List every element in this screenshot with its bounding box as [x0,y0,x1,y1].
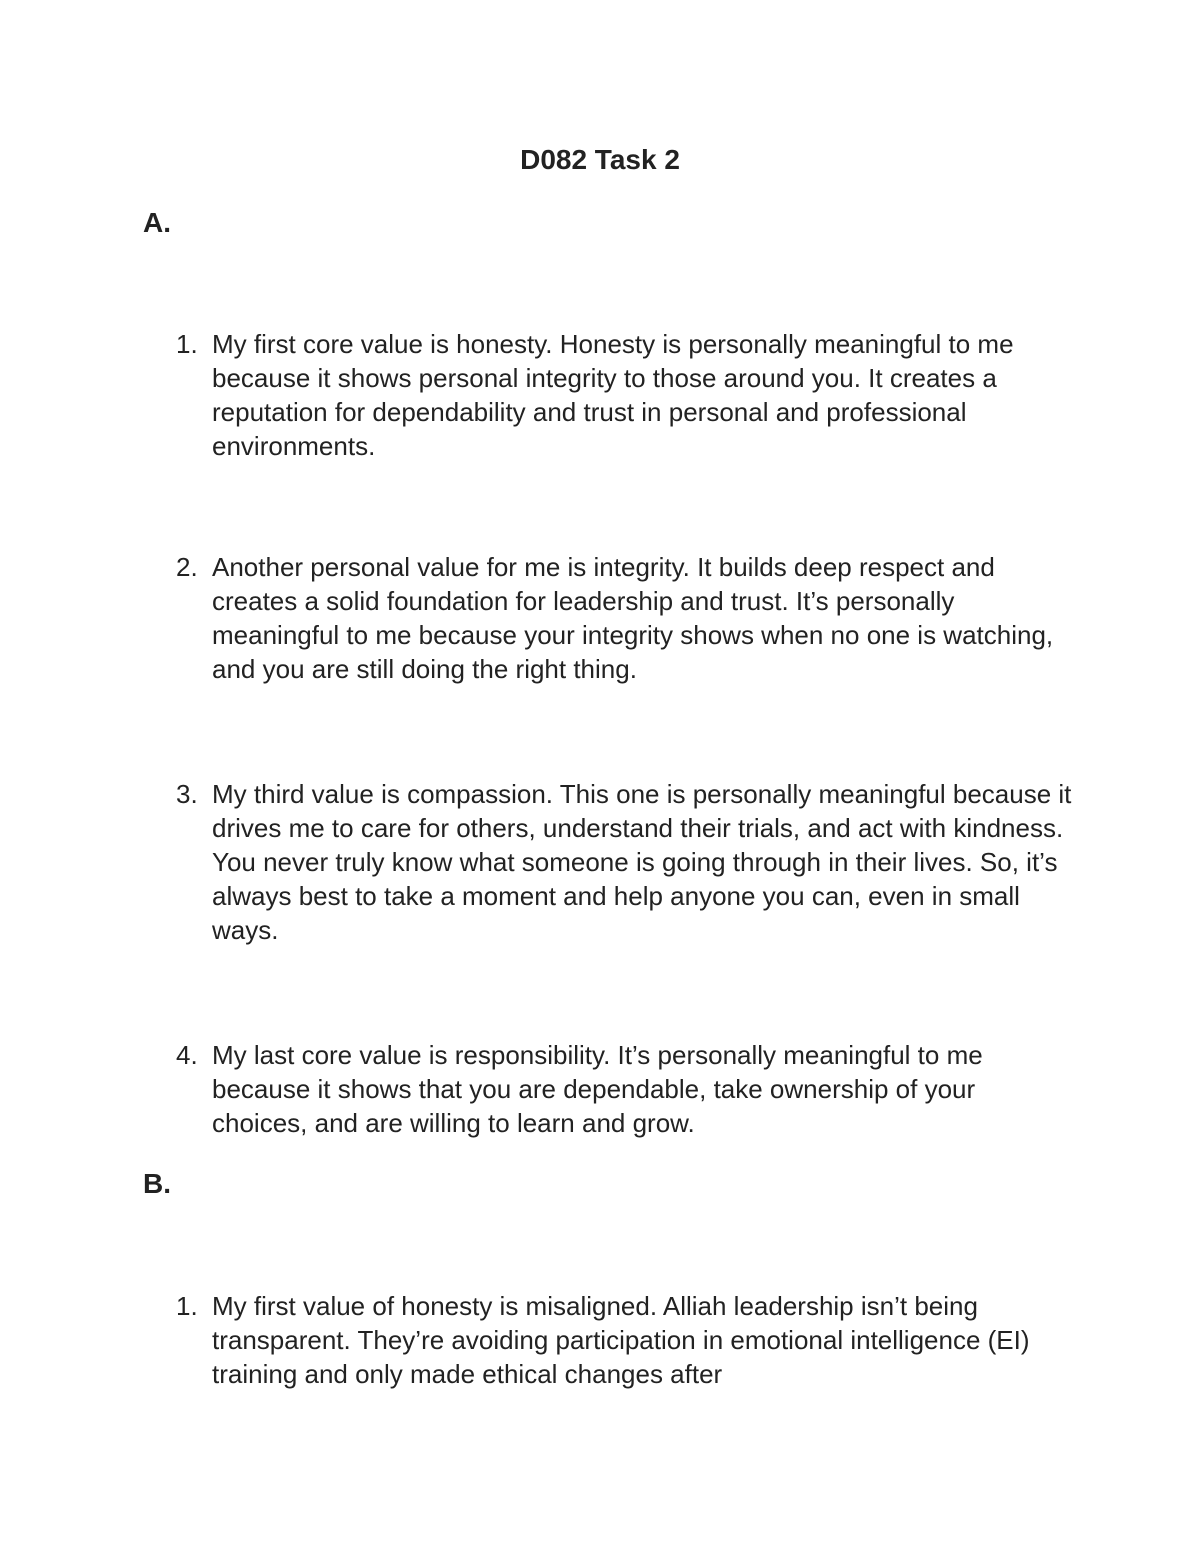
section-b-item-1 [176,1289,1076,1391]
section-a-label: A. [143,207,171,238]
section-b-label: B. [143,1168,171,1199]
item-number: 1. [176,329,198,359]
item-number: 1. [176,1291,198,1321]
document-title: D082 Task 2 [520,144,680,175]
item-number: 4. [176,1040,198,1070]
item-text: Another personal value for me is integrity. It builds deep respect and creates a solid foundation for leadership and trust. It’s personally meaningful to me because your integrity shows when no one is watching, and you are still doing the right thing. [212,552,1054,684]
item-text: My first core value is honesty. Honesty is personally meaningful to me because it shows personal integrity to those around you. It creates a reputation for dependability and trust in personal and professional environments. [212,329,1014,461]
item-text: My last core value is responsibility. It’s personally meaningful to me because it shows that you are dependable, take ownership of your choices, and are willing to learn and grow. [212,1040,983,1138]
item-text: My third value is compassion. This one is personally meaningful because it drives me to care for others, understand their trials, and act with kindness. You never truly know what someone is going through in their lives. So, it’s always best to take a moment and help anyone you can, even in small ways. [212,779,1072,945]
section-a-item-3 [176,777,1076,947]
item-number: 2. [176,552,198,582]
section-a-item-1 [176,327,1076,463]
item-text: My first value of honesty is misaligned. Alliah leadership isn’t being transparent. They’re avoiding participation in emotional intelligence (EI) training and only made ethical changes after [212,1291,1030,1389]
item-number: 3. [176,779,198,809]
section-a-item-4 [176,1038,1076,1140]
section-a-item-2 [176,550,1076,686]
